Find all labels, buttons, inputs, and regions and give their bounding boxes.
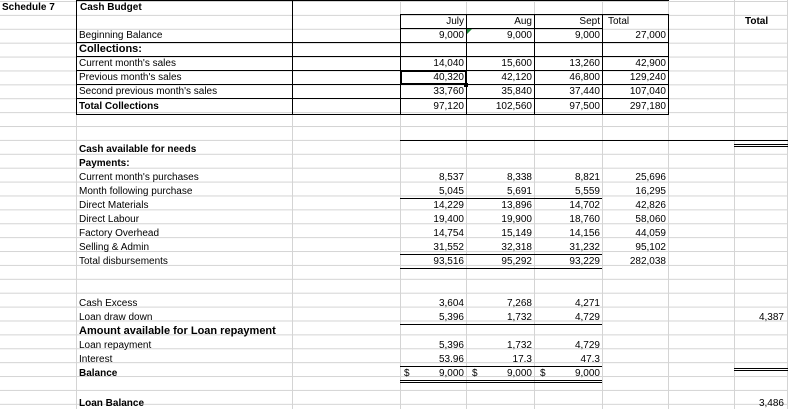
cash-excess-sept[interactable]: 4,271 bbox=[574, 298, 600, 309]
loan-balance-total[interactable]: 3,486 bbox=[758, 398, 784, 409]
col-header-july[interactable]: July bbox=[446, 16, 464, 27]
col-header-sept[interactable]: Sept bbox=[579, 16, 600, 27]
row-border bbox=[76, 98, 669, 99]
payment-selling-total[interactable]: 95,102 bbox=[635, 242, 666, 253]
payment-selling-july[interactable]: 31,552 bbox=[433, 242, 464, 253]
collection-previous-july[interactable]: 40,320 bbox=[433, 72, 464, 83]
subtotal-border bbox=[400, 324, 602, 325]
loan-draw-july[interactable]: 5,396 bbox=[438, 312, 464, 323]
collection-previous-aug[interactable]: 42,120 bbox=[501, 72, 532, 83]
interest-july[interactable]: 53.96 bbox=[438, 354, 464, 365]
needs-top-border bbox=[400, 140, 788, 141]
loan-draw-aug[interactable]: 1,732 bbox=[506, 312, 532, 323]
balance-label[interactable]: Balance bbox=[79, 368, 118, 379]
payment-current-july[interactable]: 8,537 bbox=[438, 172, 464, 183]
total-collections-total[interactable]: 297,180 bbox=[629, 101, 666, 112]
balance-double-underline bbox=[400, 380, 602, 383]
payment-label-overhead[interactable]: Factory Overhead bbox=[79, 228, 160, 239]
payment-label-current[interactable]: Current month's purchases bbox=[79, 172, 199, 183]
beginning-balance-july[interactable]: 9,000 bbox=[438, 30, 464, 41]
payment-total-july[interactable]: 93,516 bbox=[433, 256, 464, 267]
sheet-title[interactable]: Cash Budget bbox=[80, 2, 142, 13]
col-border bbox=[668, 14, 669, 115]
cash-excess-aug[interactable]: 7,268 bbox=[506, 298, 532, 309]
loan-repayment-july[interactable]: 5,396 bbox=[438, 340, 464, 351]
payment-overhead-aug[interactable]: 15,149 bbox=[501, 228, 532, 239]
cash-excess-july[interactable]: 3,604 bbox=[438, 298, 464, 309]
payment-materials-total[interactable]: 42,826 bbox=[635, 200, 666, 211]
col-header-total[interactable]: Total bbox=[608, 16, 630, 27]
double-underline bbox=[734, 368, 788, 371]
loan-draw-total[interactable]: 4,387 bbox=[758, 312, 784, 323]
collection-current-aug[interactable]: 15,600 bbox=[501, 58, 532, 69]
payment-labour-aug[interactable]: 19,900 bbox=[501, 214, 532, 225]
payment-label-labour[interactable]: Direct Labour bbox=[79, 214, 140, 225]
interest-sept[interactable]: 47.3 bbox=[580, 354, 600, 365]
payment-following-july[interactable]: 5,045 bbox=[438, 186, 464, 197]
collection-second-sept[interactable]: 37,440 bbox=[569, 86, 600, 97]
subtotal-border bbox=[400, 268, 602, 269]
beginning-balance-sept[interactable]: 9,000 bbox=[574, 30, 600, 41]
payment-materials-aug[interactable]: 13,896 bbox=[501, 200, 532, 211]
schedule-label[interactable]: Schedule 7 bbox=[2, 2, 55, 13]
interest-label[interactable]: Interest bbox=[79, 354, 113, 365]
balance-aug[interactable]: 9,000 bbox=[506, 368, 532, 379]
loan-draw-sept[interactable]: 4,729 bbox=[574, 312, 600, 323]
balance-sept[interactable]: 9,000 bbox=[574, 368, 600, 379]
currency-symbol-july: $ bbox=[404, 368, 410, 379]
collection-second-july[interactable]: 33,760 bbox=[433, 86, 464, 97]
table-bottom-border bbox=[76, 114, 669, 115]
balance-july[interactable]: 9,000 bbox=[438, 368, 464, 379]
payment-materials-july[interactable]: 14,229 bbox=[433, 200, 464, 211]
interest-aug[interactable]: 17.3 bbox=[512, 354, 532, 365]
beginning-balance-label[interactable]: Beginning Balance bbox=[79, 30, 163, 41]
payment-labour-total[interactable]: 58,060 bbox=[635, 214, 666, 225]
payment-label-total[interactable]: Total disbursements bbox=[79, 256, 168, 267]
collection-second-total[interactable]: 107,040 bbox=[629, 86, 666, 97]
payment-labour-july[interactable]: 19,400 bbox=[433, 214, 464, 225]
payment-following-total[interactable]: 16,295 bbox=[635, 186, 666, 197]
total-collections-label[interactable]: Total Collections bbox=[79, 101, 159, 112]
collection-label-current[interactable]: Current month's sales bbox=[79, 58, 176, 69]
payment-label-selling[interactable]: Selling & Admin bbox=[79, 242, 150, 253]
payments-header[interactable]: Payments: bbox=[79, 158, 130, 169]
payment-following-sept[interactable]: 5,559 bbox=[574, 186, 600, 197]
collection-label-second[interactable]: Second previous month's sales bbox=[79, 86, 218, 97]
payment-materials-sept[interactable]: 14,702 bbox=[569, 200, 600, 211]
collection-previous-sept[interactable]: 46,800 bbox=[569, 72, 600, 83]
payment-current-aug[interactable]: 8,338 bbox=[506, 172, 532, 183]
payment-selling-aug[interactable]: 32,318 bbox=[501, 242, 532, 253]
col-header-aug[interactable]: Aug bbox=[514, 16, 532, 27]
loan-repayment-sept[interactable]: 4,729 bbox=[574, 340, 600, 351]
payment-label-materials[interactable]: Direct Materials bbox=[79, 200, 149, 211]
payment-total-sept[interactable]: 93,229 bbox=[569, 256, 600, 267]
total-collections-sept[interactable]: 97,500 bbox=[569, 101, 600, 112]
top-border bbox=[76, 0, 669, 1]
payment-labour-sept[interactable]: 18,760 bbox=[569, 214, 600, 225]
collection-previous-total[interactable]: 129,240 bbox=[629, 72, 666, 83]
total-header-right[interactable]: Total bbox=[745, 16, 769, 27]
loan-repayment-aug[interactable]: 1,732 bbox=[506, 340, 532, 351]
cash-excess-label[interactable]: Cash Excess bbox=[79, 298, 138, 309]
total-collections-aug[interactable]: 102,560 bbox=[495, 101, 532, 112]
payment-total-aug[interactable]: 95,292 bbox=[501, 256, 532, 267]
total-collections-july[interactable]: 97,120 bbox=[433, 101, 464, 112]
collection-current-sept[interactable]: 13,260 bbox=[569, 58, 600, 69]
beginning-balance-aug[interactable]: 9,000 bbox=[506, 30, 532, 41]
collection-current-total[interactable]: 42,900 bbox=[635, 58, 666, 69]
collection-label-previous[interactable]: Previous month's sales bbox=[79, 72, 182, 83]
payment-current-sept[interactable]: 8,821 bbox=[574, 172, 600, 183]
collection-current-july[interactable]: 14,040 bbox=[433, 58, 464, 69]
row-border bbox=[76, 42, 669, 43]
payment-overhead-total[interactable]: 44,059 bbox=[635, 228, 666, 239]
double-underline bbox=[734, 144, 788, 147]
payment-label-following[interactable]: Month following purchase bbox=[79, 186, 193, 197]
payment-current-total[interactable]: 25,696 bbox=[635, 172, 666, 183]
payment-overhead-sept[interactable]: 14,156 bbox=[569, 228, 600, 239]
payment-total-total[interactable]: 282,038 bbox=[629, 256, 666, 267]
beginning-balance-total[interactable]: 27,000 bbox=[635, 30, 666, 41]
loan-balance-label[interactable]: Loan Balance bbox=[79, 398, 145, 409]
loan-repayment-label[interactable]: Loan repayment bbox=[79, 340, 152, 351]
payment-following-aug[interactable]: 5,691 bbox=[506, 186, 532, 197]
collections-header[interactable]: Collections: bbox=[79, 43, 142, 55]
cash-available-label[interactable]: Cash available for needs bbox=[79, 144, 197, 155]
amount-available-label[interactable]: Amount available for Loan repayment bbox=[79, 325, 276, 337]
payment-selling-sept[interactable]: 31,232 bbox=[569, 242, 600, 253]
currency-symbol-sept: $ bbox=[540, 368, 546, 379]
loan-draw-label[interactable]: Loan draw down bbox=[79, 312, 153, 323]
payment-overhead-july[interactable]: 14,754 bbox=[433, 228, 464, 239]
currency-symbol-aug: $ bbox=[472, 368, 478, 379]
collection-second-aug[interactable]: 35,840 bbox=[501, 86, 532, 97]
